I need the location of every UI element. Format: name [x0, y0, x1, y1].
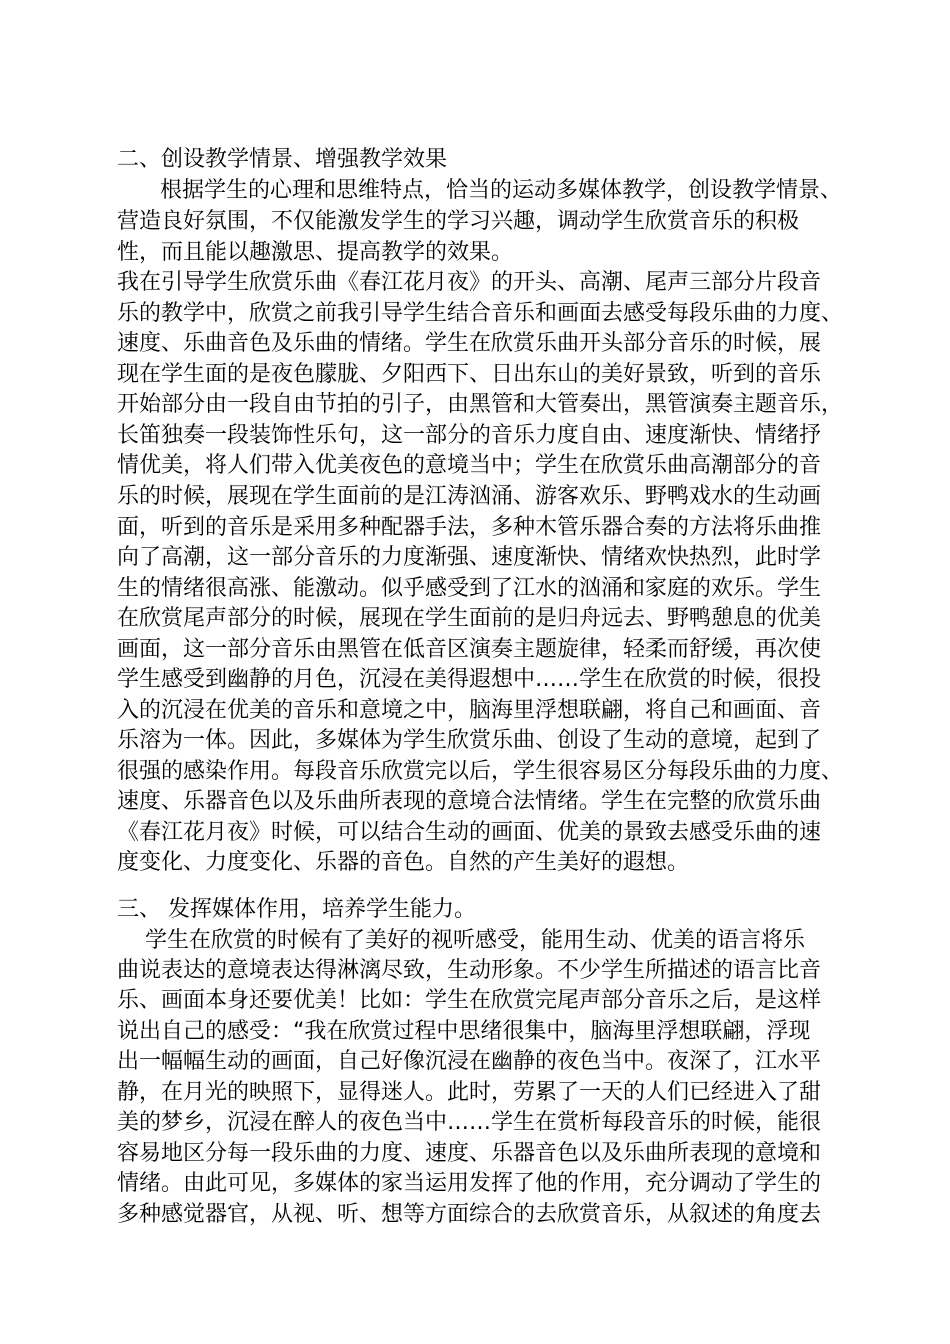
- paragraph-line: 速度、乐器音色以及乐曲所表现的意境合法情绪。学生在完整的欣赏乐曲: [117, 789, 822, 814]
- paragraph-line: 学生感受到幽静的月色，沉浸在美得遐想中……学生在欣赏的时候，很投: [117, 667, 822, 692]
- paragraph-line: 营造良好氛围，不仅能激发学生的学习兴趣，调动学生欣赏音乐的积极: [117, 209, 800, 234]
- paragraph-line: 乐、画面本身还要优美！比如：学生在欣赏完尾声部分音乐之后，是这样: [117, 988, 822, 1013]
- paragraph-line: 现在学生面的是夜色朦胧、夕阳西下、日出东山的美好景致，听到的音乐: [117, 362, 822, 387]
- paragraph-line: 情优美，将人们带入优美夜色的意境当中；学生在欣赏乐曲高潮部分的音: [117, 453, 822, 478]
- section-heading-2: 二、创设教学情景、增强教学效果: [117, 147, 448, 172]
- paragraph-line: 生的情绪很高涨、能激动。似乎感受到了江水的汹涌和家庭的欢乐。学生: [117, 576, 822, 601]
- paragraph-line: 速度、乐曲音色及乐曲的情绪。学生在欣赏乐曲开头部分音乐的时候，展: [117, 331, 822, 356]
- paragraph-line: 画面，这一部分音乐由黑管在低音区演奏主题旋律，轻柔而舒缓，再次使: [117, 637, 822, 662]
- paragraph-line: 说出自己的感受：“我在欣赏过程中思绪很集中，脑海里浮想联翩，浮现: [117, 1019, 811, 1044]
- paragraph-line: 美的梦乡，沉浸在醉人的夜色当中……学生在赏析每段音乐的时候，能很: [117, 1110, 822, 1135]
- paragraph-line: 面，听到的音乐是采用多种配器手法，多种木管乐器合奏的方法将乐曲推: [117, 515, 822, 540]
- paragraph-line: 乐溶为一体。因此，多媒体为学生欣赏乐曲、创设了生动的意境，起到了: [117, 728, 822, 753]
- paragraph-line: 在欣赏尾声部分的时候，展现在学生面前的是归舟远去、野鸭憩息的优美: [117, 606, 822, 631]
- paragraph-line: 入的沉浸在优美的音乐和意境之中，脑海里浮想联翩，将自己和画面、音: [117, 698, 822, 723]
- paragraph-line: 曲说表达的意境表达得淋漓尽致，生动形象。不少学生所描述的语言比音: [117, 958, 822, 983]
- paragraph-line: 长笛独奏一段装饰性乐句，这一部分的音乐力度自由、速度渐快、情绪抒: [117, 423, 822, 448]
- paragraph-line: 《春江花月夜》时候，可以结合生动的画面、优美的景致去感受乐曲的速: [117, 820, 822, 845]
- paragraph-line: 开始部分由一段自由节拍的引子，由黑管和大管奏出，黑管演奏主题音乐，: [117, 392, 844, 417]
- paragraph-line: 静，在月光的映照下，显得迷人。此时，劳累了一天的人们已经进入了甜: [117, 1080, 822, 1105]
- paragraph-line: 出一幅幅生动的画面，自己好像沉浸在幽静的夜色当中。夜深了，江水平: [117, 1049, 822, 1074]
- paragraph-line: 很强的感染作用。每段音乐欣赏完以后，学生很容易区分每段乐曲的力度、: [117, 759, 844, 784]
- paragraph-line: 乐的时候，展现在学生面前的是江涛汹涌、游客欢乐、野鸭戏水的生动画: [117, 484, 822, 509]
- section-heading-3: 三、 发挥媒体作用，培养学生能力。: [117, 897, 476, 922]
- paragraph-line: 向了高潮，这一部分音乐的力度渐强、速度渐快、情绪欢快热烈，此时学: [117, 545, 822, 570]
- paragraph-line: 根据学生的心理和思维特点，恰当的运动多媒体教学，创设教学情景、: [160, 178, 843, 203]
- paragraph-line: 性，而且能以趣激思、提高教学的效果。: [117, 240, 514, 265]
- paragraph-line: 我在引导学生欣赏乐曲《春江花月夜》的开头、高潮、尾声三部分片段音: [117, 270, 822, 295]
- paragraph-line: 容易地区分每一段乐曲的力度、速度、乐器音色以及乐曲所表现的意境和: [117, 1141, 822, 1166]
- paragraph-line: 学生在欣赏的时候有了美好的视听感受，能用生动、优美的语言将乐: [145, 928, 806, 953]
- paragraph-line: 情绪。由此可见，多媒体的家当运用发挥了他的作用，充分调动了学生的: [117, 1171, 822, 1196]
- paragraph-line: 多种感觉器官，从视、听、想等方面综合的去欣赏音乐，从叙述的角度去: [117, 1202, 822, 1227]
- paragraph-line: 乐的教学中，欣赏之前我引导学生结合音乐和画面去感受每段乐曲的力度、: [117, 301, 844, 326]
- paragraph-line: 度变化、力度变化、乐器的音色。自然的产生美好的遐想。: [117, 850, 690, 875]
